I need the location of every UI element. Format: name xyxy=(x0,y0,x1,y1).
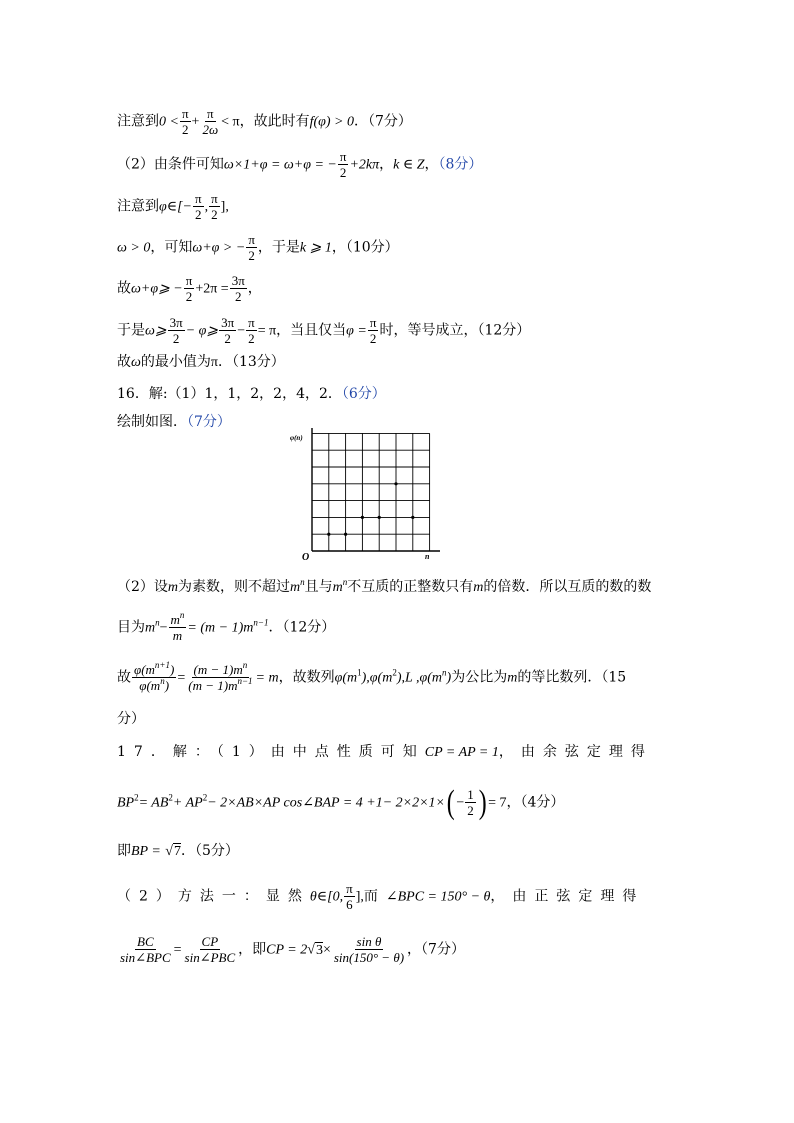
math: ω xyxy=(131,355,141,370)
fraction: $\frac{\pi}{6}$ xyxy=(346,881,353,912)
math: CP = AP = 1 xyxy=(424,745,499,760)
text: ， xyxy=(379,156,394,173)
math: +2kπ xyxy=(349,157,380,173)
text: ，故此时有 xyxy=(239,113,310,130)
line-17 xyxy=(117,881,644,912)
fraction: $\frac{m^n}{m}$ xyxy=(170,610,185,643)
text: 17．解：（1）由中点性质可知 xyxy=(117,744,425,760)
math: − xyxy=(237,323,246,339)
score: （4分） xyxy=(520,794,565,811)
math: φ∈[− xyxy=(159,199,193,215)
sqrt-radicand: 3 xyxy=(315,942,323,958)
math: = m xyxy=(255,670,279,686)
math: ω×1+φ = ω+φ = − xyxy=(223,157,337,173)
line-5 xyxy=(117,273,262,304)
text: （2）设 xyxy=(117,579,168,595)
math: m xyxy=(507,670,518,686)
math: φ(m xyxy=(334,670,358,686)
score: （6分） xyxy=(341,386,386,402)
line-7 xyxy=(117,352,285,373)
exponent: 1 xyxy=(357,667,362,678)
text: 故 xyxy=(117,354,131,370)
fraction: $\frac{\pi}{2}$ xyxy=(185,273,193,304)
score: （12分） xyxy=(477,322,531,339)
fraction: $\frac{\pi}{2}$ xyxy=(339,149,347,180)
math: ),φ(m xyxy=(361,670,393,686)
text: 的最小值为 xyxy=(140,354,211,370)
line-1 xyxy=(117,106,412,137)
text: 即 xyxy=(117,843,131,859)
line-6 xyxy=(117,315,530,346)
text: ，于是 xyxy=(257,239,300,256)
score: （7分） xyxy=(187,414,231,430)
fraction: $\frac{\pi}{2}$ xyxy=(211,191,218,222)
text: ，由余弦定理得 xyxy=(498,744,653,760)
line-2 xyxy=(117,149,482,180)
data-point xyxy=(327,533,330,536)
score: （12分） xyxy=(282,619,336,636)
math: , xyxy=(204,199,209,215)
math: = 7 xyxy=(488,795,507,811)
text: 16．解:（1）1，1，2，2，4，2． xyxy=(117,386,342,402)
text: 绘制如图． xyxy=(117,414,187,430)
chart-points xyxy=(327,482,414,536)
phi-scatter-chart xyxy=(280,428,440,568)
math: = xyxy=(173,942,182,958)
math: m xyxy=(473,580,484,595)
math: ], xyxy=(220,199,229,215)
math: m xyxy=(332,580,343,595)
math: m xyxy=(290,580,301,595)
math: − φ⩾ xyxy=(185,323,219,339)
text: ，由正弦定理得 xyxy=(490,888,645,905)
math: +2π = xyxy=(195,281,229,297)
math: π xyxy=(210,355,218,370)
score: （7分） xyxy=(368,113,412,130)
line-8 xyxy=(117,384,386,404)
fraction: $\frac{\pi}{2}$ xyxy=(181,106,189,137)
fraction: CP sin∠PBC xyxy=(184,934,236,965)
fraction: $\frac{\pi}{2\omega}$ xyxy=(202,106,219,137)
fraction: $\frac{3\pi}{2}$ xyxy=(221,315,235,346)
exponent: n xyxy=(300,577,305,587)
text: 故 xyxy=(117,280,131,297)
left-paren: ( xyxy=(446,783,455,821)
math: ω⩾ xyxy=(145,323,167,339)
math: ω+φ⩾ − xyxy=(131,281,183,297)
text: ， xyxy=(506,794,521,811)
fraction: $\frac{1}{2}$ xyxy=(467,787,474,818)
exponent: n xyxy=(155,617,160,628)
math: m xyxy=(145,620,156,636)
fraction: $\frac{\text{sin θ}}{\sin(150^\circ - \theta)}$ xyxy=(333,934,405,965)
text: 目为 xyxy=(117,619,145,636)
math: < π xyxy=(221,114,240,130)
math: ω > 0 xyxy=(117,240,151,256)
math: = (m − 1)m xyxy=(187,620,254,636)
origin-label: O xyxy=(302,552,310,563)
text: 注意到 xyxy=(117,113,159,130)
score: （13分） xyxy=(231,354,285,370)
fraction: $\frac{\pi}{2}$ xyxy=(248,315,255,346)
fraction: $\frac{3\pi}{2}$ xyxy=(231,273,245,304)
text: 的倍数．所以互质的数的数 xyxy=(483,579,652,595)
y-axis-label: φ(n) xyxy=(290,434,303,442)
text: ． xyxy=(354,113,368,130)
text: ． xyxy=(268,619,283,636)
exponent: 2 xyxy=(202,792,208,803)
exponent: n xyxy=(442,667,447,678)
data-point xyxy=(411,516,414,519)
text: ． xyxy=(180,843,195,859)
exponent: 2 xyxy=(134,792,139,803)
math: + AP xyxy=(172,795,203,811)
math: − xyxy=(159,620,168,636)
math: k ⩾ 1 xyxy=(299,240,332,256)
math: θ∈[0, xyxy=(309,889,344,905)
score: （7分） xyxy=(421,941,465,958)
text: （2）由条件可知 xyxy=(117,156,224,173)
line-14 xyxy=(117,742,653,763)
text: 且与 xyxy=(304,579,333,595)
fraction: $\frac{\varphi(m^{n+1})}{\varphi(m^n)}$ xyxy=(134,660,175,693)
math: k ∈ Z xyxy=(393,157,425,173)
math: = AB xyxy=(138,795,169,811)
text: 不互质的正整数只有 xyxy=(347,579,474,595)
line-13 xyxy=(117,709,145,729)
fraction: $\frac{\pi}{2}$ xyxy=(195,191,202,222)
text: ，当且仅当 xyxy=(276,322,347,339)
math: f(φ) > 0 xyxy=(309,114,354,130)
line-12 xyxy=(117,662,626,693)
text: ，即 xyxy=(238,941,267,958)
math: ω+φ > − xyxy=(192,240,246,256)
exponent: n xyxy=(342,577,348,587)
text: 而 xyxy=(363,888,386,905)
text: 为素数，则不超过 xyxy=(178,579,291,595)
line-3 xyxy=(117,191,229,222)
line-15 xyxy=(117,783,565,821)
math: = π xyxy=(257,323,277,339)
math: ], xyxy=(355,889,364,905)
score: ，（10分） xyxy=(331,239,399,256)
math: m xyxy=(167,580,179,595)
data-point xyxy=(361,516,364,519)
text: ，故数列 xyxy=(278,669,335,686)
data-point xyxy=(394,482,397,485)
text: ， xyxy=(424,156,439,173)
line-9 xyxy=(117,412,231,432)
right-paren: ) xyxy=(478,783,487,821)
math: ) xyxy=(446,670,452,686)
math: φ = xyxy=(346,323,367,339)
math: BP = xyxy=(131,844,161,859)
exponent: 2 xyxy=(168,792,173,803)
text: ， xyxy=(247,280,262,297)
text: ，可知 xyxy=(150,239,193,256)
math: − xyxy=(456,795,465,811)
math: + xyxy=(191,114,200,130)
math: − 2×AB×AP cos∠BAP = 4 +1− 2×2×1× xyxy=(207,795,446,811)
text: 于是 xyxy=(117,322,145,339)
text: 为公比为 xyxy=(451,669,508,686)
text: （2）方法一：显然 xyxy=(117,888,310,905)
score: （5分） xyxy=(194,843,239,859)
text: 注意到 xyxy=(117,198,159,215)
line-4 xyxy=(117,232,399,263)
fraction: BC sin∠BPC xyxy=(120,934,171,965)
math: CP = 2 xyxy=(266,942,308,958)
text: 故 xyxy=(117,669,131,686)
math: = xyxy=(177,670,186,686)
math: ∠BPC = 150° − θ xyxy=(385,889,491,905)
exponent: n−1 xyxy=(253,617,269,628)
math: BP xyxy=(117,795,135,811)
math: ),L ,φ(m xyxy=(396,670,443,686)
fraction: $\frac{3\pi}{2}$ xyxy=(169,315,183,346)
math: 0 < xyxy=(159,114,179,130)
x-axis-label: n xyxy=(425,552,430,561)
fraction: $\frac{(m - 1)m^n}{(m - 1)m^{n-1}}$ xyxy=(188,660,253,693)
sqrt-sign: √ xyxy=(165,844,173,859)
line-11 xyxy=(117,612,335,643)
text: ， xyxy=(407,941,422,958)
fraction: $\frac{\pi}{2}$ xyxy=(248,232,255,263)
line-16 xyxy=(117,841,239,862)
fraction: $\frac{\pi}{2}$ xyxy=(369,315,377,346)
line-18 xyxy=(117,934,465,965)
sqrt-radicand: 7 xyxy=(173,844,181,859)
text: 时，等号成立， xyxy=(379,322,478,339)
exponent: 2 xyxy=(392,667,397,678)
data-point xyxy=(378,516,381,519)
sqrt-sign: √ xyxy=(307,942,315,958)
line-10 xyxy=(117,577,651,598)
data-point xyxy=(344,533,347,536)
text: 分） xyxy=(117,711,145,727)
text: 的等比数列．（15 xyxy=(517,669,627,686)
text: ． xyxy=(217,354,232,370)
math: × xyxy=(322,942,331,958)
score: （8分） xyxy=(438,156,483,173)
